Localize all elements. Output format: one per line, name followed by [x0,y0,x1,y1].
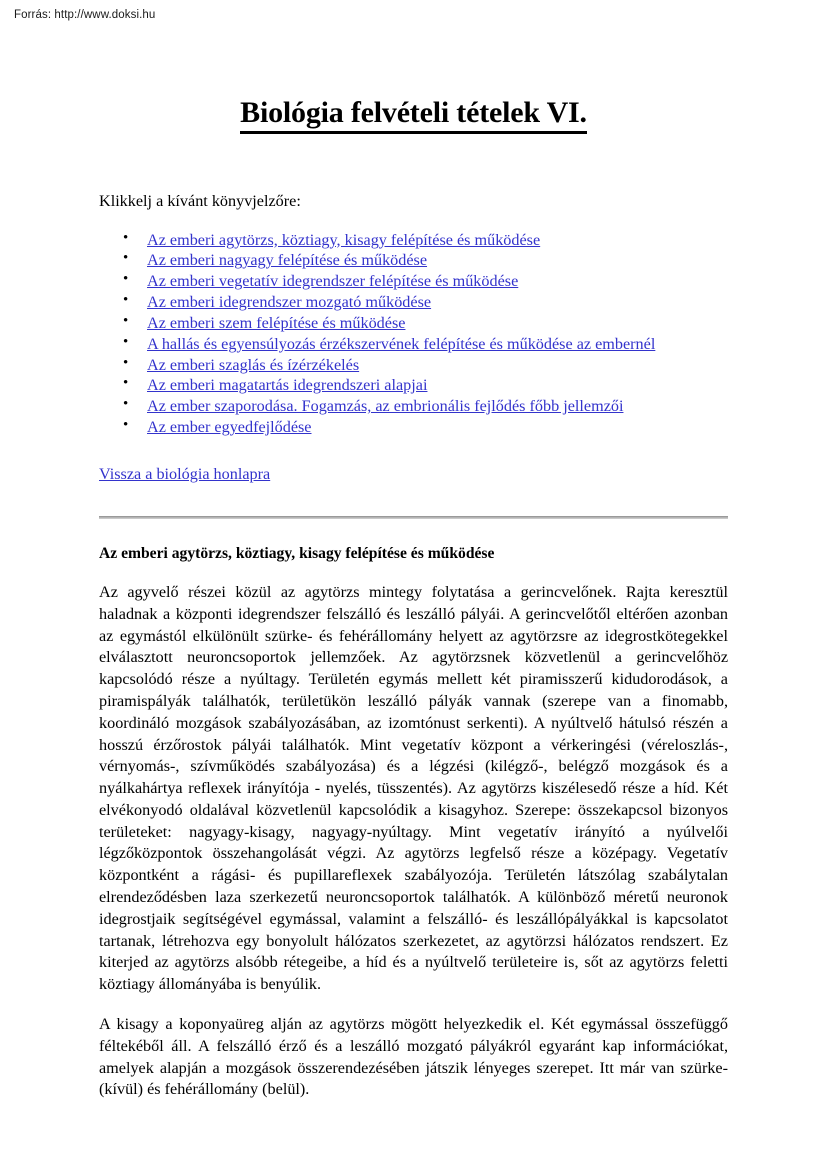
bookmark-link-4[interactable]: Az emberi idegrendszer mozgató működése [147,293,432,312]
list-item [147,292,728,313]
list-item [147,375,728,396]
list-item [147,355,728,376]
bookmark-list [99,212,728,438]
bookmark-link-3[interactable]: Az emberi vegetatív idegrendszer felépítése és működése [147,272,519,291]
section-heading: Az emberi agytörzs, köztiagy, kisagy felépítése és működése [99,544,495,562]
list-item [147,334,728,355]
back-link-wrapper [99,438,728,485]
bookmark-link-8[interactable]: Az emberi magatartás idegrendszeri alapjai [147,376,428,395]
list-item [147,396,728,417]
list-item [147,313,728,334]
list-item [147,417,728,438]
bookmark-link-5[interactable]: Az emberi szem felépítése és működése [147,313,406,332]
list-item [147,271,728,292]
page-title-text: Biológia felvételi tételek VI. [240,96,587,134]
bookmark-link-10[interactable]: Az ember egyedfejlődése [147,417,312,436]
intro-text: Klikkelj a kívánt könyvjelzőre: [99,191,301,210]
page-title [99,0,728,134]
page-content [99,0,728,1101]
bookmark-link-1[interactable]: Az emberi agytörzs, köztiagy, kisagy felépítése és működése [147,230,541,249]
bookmark-link-7[interactable]: Az emberi szaglás és ízérzékelés [147,355,360,374]
back-to-biology-homepage-link[interactable]: Vissza a biológia honlapra [99,464,271,483]
bookmark-link-6[interactable]: A hallás és egyensúlyozás érzékszervének felépítése és működése az embernél [147,334,656,353]
bookmark-link-9[interactable]: Az ember szaporodása. Fogamzás, az embrionális fejlődés főbb jellemzői [147,397,624,416]
source-header: Forrás: http://www.doksi.hu [14,9,156,21]
list-item [147,230,728,251]
body-paragraph-1: Az agyvelő részei közül az agytörzs mintegy folytatása a gerincvelőnek. Rajta keresztül haladnak a központi idegrendszer felszálló és leszálló pályái. A gerincvelőtől eltérően azonban az egymástól elkülönült szürke- és fehérállomány helyett az agytörzsre az idegrostkötegekkel elválasztott neuroncsoportok jellemzőek. Az agytörzsnek közvetlenül a gerincvelőhöz kapcsolódó része a nyúltagy. Területén egymás mellett két piramisszerű kidudorodások, a piramispályák találhatók, területükön leszálló pályák vannak (szerepe van a finomabb, koordináló mozgások szabályozásában, az izomtónust serkenti). A nyúltvelő hátulsó részén a hosszú érzőrostok pályái találhatók. Mint vegetatív központ a vérkeringési (véreloszlás-, vérnyomás-, szívműködés szabályozása) és a légzési (kilégző-, belégző mozgások és a nyálkahártya reflexek irányítója - nyelés, tüsszentés). Az agytörzs kiszélesedő része a híd. Két elvékonyodó oldalával közvetlenül kapcsolódik a kisagyhoz. Szerepe: összekapcsol bizonyos területeket: nagyagy-kisagy, nagyagy-nyúltagy. Mint vegetatív irányító a nyúlvelői légzőközpontok összehangolását végzi. Az agytörzs legfelső része a középagy. Vegetatív központként a rágási- és pupillareflexek szabályozója. Területén látszólag szabálytalan elrendeződésben laza szerkezetű neuroncsoportok találhatók. A különböző méretű neuronok idegrostjaik segítségével egymással, valamint a felszálló- és leszállópályákkal is kapcsolatot tartanak, létrehozva egy bonyolult hálózatos szerkezetet, az agytörzsi hálózatos rendszert. Ez kiterjed az agytörzs alsóbb rétegeibe, a híd és a nyúltvelő területeire is, sőt az agytörzs feletti köztiagy állományába is benyúlik. [99,583,728,994]
body-paragraph-2: A kisagy a koponyaüreg alján az agytörzs mögött helyezkedik el. Két egymással összefüggő féltekéből áll. A felszálló érző és a leszálló mozgató pályákról egyaránt kap információkat, amelyek alapján a mozgások összerendezésében játszik lényeges szerepet. Itt már van szürke- (kívül) és fehérállomány (belül). [99,1014,728,1099]
list-item [147,250,728,271]
bookmark-link-2[interactable]: Az emberi nagyagy felépítése és működése [147,251,428,270]
